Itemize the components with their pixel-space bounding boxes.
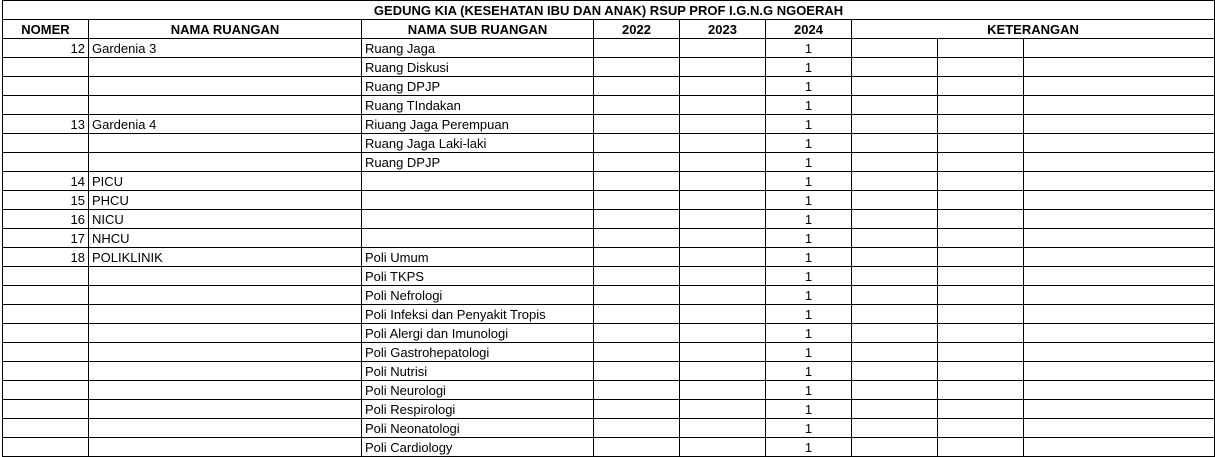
cell-2022[interactable] (594, 400, 680, 419)
cell-nomer[interactable]: 16 (3, 210, 89, 229)
table-row (3, 210, 1215, 229)
cell-nomer[interactable] (3, 343, 89, 362)
cell-keterangan[interactable] (852, 438, 938, 457)
cell-nama-sub-ruangan[interactable]: Poli Cardiology (362, 438, 594, 457)
table-row (3, 286, 1215, 305)
cell-keterangan[interactable] (938, 305, 1024, 324)
cell-keterangan[interactable] (938, 286, 1024, 305)
cell-nama-ruangan[interactable]: POLIKLINIK (89, 248, 362, 267)
cell-nama-sub-ruangan[interactable]: Poli Neurologi (362, 381, 594, 400)
cell-nomer[interactable]: 15 (3, 191, 89, 210)
cell-2024[interactable]: 1 (766, 191, 852, 210)
cell-nomer[interactable] (3, 77, 89, 96)
cell-keterangan[interactable] (938, 267, 1024, 286)
cell-keterangan[interactable] (1024, 229, 1215, 248)
header-nama-sub-ruangan: NAMA SUB RUANGAN (362, 20, 594, 39)
header-2023: 2023 (680, 20, 766, 39)
table-row (3, 229, 1215, 248)
cell-keterangan[interactable] (938, 210, 1024, 229)
table-row (3, 191, 1215, 210)
cell-keterangan[interactable] (852, 58, 938, 77)
cell-keterangan[interactable] (938, 153, 1024, 172)
cell-keterangan[interactable] (1024, 419, 1215, 438)
cell-2024[interactable]: 1 (766, 267, 852, 286)
cell-2024[interactable]: 1 (766, 96, 852, 115)
cell-keterangan[interactable] (852, 96, 938, 115)
cell-2024[interactable]: 1 (766, 362, 852, 381)
cell-2022[interactable] (594, 39, 680, 58)
cell-2024[interactable]: 1 (766, 400, 852, 419)
cell-keterangan[interactable] (852, 400, 938, 419)
cell-nama-ruangan[interactable] (89, 343, 362, 362)
cell-nama-ruangan[interactable] (89, 153, 362, 172)
cell-nama-ruangan[interactable] (89, 400, 362, 419)
cell-2023[interactable] (680, 343, 766, 362)
cell-nomer[interactable] (3, 267, 89, 286)
cell-nomer[interactable] (3, 58, 89, 77)
table-row (3, 267, 1215, 286)
cell-2022[interactable] (594, 343, 680, 362)
cell-keterangan[interactable] (938, 438, 1024, 457)
cell-keterangan[interactable] (938, 172, 1024, 191)
cell-2022[interactable] (594, 267, 680, 286)
cell-2023[interactable] (680, 305, 766, 324)
cell-nama-ruangan[interactable] (89, 286, 362, 305)
cell-keterangan[interactable] (852, 362, 938, 381)
cell-keterangan[interactable] (1024, 324, 1215, 343)
cell-keterangan[interactable] (938, 39, 1024, 58)
cell-2024[interactable]: 1 (766, 286, 852, 305)
cell-keterangan[interactable] (1024, 343, 1215, 362)
header-row (3, 20, 1215, 39)
cell-nama-ruangan[interactable] (89, 419, 362, 438)
cell-keterangan[interactable] (938, 419, 1024, 438)
header-2024: 2024 (766, 20, 852, 39)
cell-nama-sub-ruangan[interactable]: Poli TKPS (362, 267, 594, 286)
cell-2023[interactable] (680, 286, 766, 305)
cell-nama-sub-ruangan[interactable]: Riuang Jaga Perempuan (362, 115, 594, 134)
cell-2022[interactable] (594, 362, 680, 381)
cell-nama-sub-ruangan[interactable]: Ruang Jaga (362, 39, 594, 58)
cell-keterangan[interactable] (1024, 115, 1215, 134)
cell-2024[interactable]: 1 (766, 438, 852, 457)
cell-keterangan[interactable] (938, 248, 1024, 267)
cell-keterangan[interactable] (938, 115, 1024, 134)
cell-nama-ruangan[interactable]: NHCU (89, 229, 362, 248)
sheet-title: GEDUNG KIA (KESEHATAN IBU DAN ANAK) RSUP PROF I.G.N.G NGOERAH (3, 1, 1215, 20)
cell-nomer[interactable] (3, 400, 89, 419)
cell-2024[interactable]: 1 (766, 134, 852, 153)
cell-2024[interactable]: 1 (766, 229, 852, 248)
cell-nomer[interactable]: 18 (3, 248, 89, 267)
cell-keterangan[interactable] (938, 191, 1024, 210)
cell-nama-ruangan[interactable] (89, 438, 362, 457)
cell-2022[interactable] (594, 324, 680, 343)
cell-2024[interactable]: 1 (766, 248, 852, 267)
cell-keterangan[interactable] (852, 419, 938, 438)
cell-nama-ruangan[interactable] (89, 305, 362, 324)
cell-keterangan[interactable] (1024, 191, 1215, 210)
cell-nama-ruangan[interactable] (89, 134, 362, 153)
cell-nama-sub-ruangan[interactable] (362, 229, 594, 248)
cell-2022[interactable] (594, 58, 680, 77)
cell-keterangan[interactable] (938, 229, 1024, 248)
cell-nama-ruangan[interactable] (89, 267, 362, 286)
table-row (3, 39, 1215, 58)
cell-nama-sub-ruangan[interactable]: Ruang DPJP (362, 77, 594, 96)
cell-2022[interactable] (594, 438, 680, 457)
cell-2024[interactable]: 1 (766, 210, 852, 229)
cell-2023[interactable] (680, 362, 766, 381)
cell-keterangan[interactable] (1024, 305, 1215, 324)
cell-nama-sub-ruangan[interactable]: Poli Alergi dan Imunologi (362, 324, 594, 343)
cell-2023[interactable] (680, 77, 766, 96)
cell-2024[interactable]: 1 (766, 172, 852, 191)
cell-nama-sub-ruangan[interactable]: Poli Neonatologi (362, 419, 594, 438)
cell-2022[interactable] (594, 77, 680, 96)
cell-keterangan[interactable] (852, 172, 938, 191)
cell-keterangan[interactable] (852, 39, 938, 58)
cell-keterangan[interactable] (852, 115, 938, 134)
cell-nomer[interactable] (3, 305, 89, 324)
cell-nama-ruangan[interactable] (89, 96, 362, 115)
table-row (3, 96, 1215, 115)
cell-keterangan[interactable] (938, 381, 1024, 400)
cell-2023[interactable] (680, 438, 766, 457)
cell-2022[interactable] (594, 210, 680, 229)
cell-2023[interactable] (680, 172, 766, 191)
cell-keterangan[interactable] (852, 343, 938, 362)
cell-keterangan[interactable] (852, 153, 938, 172)
header-nomer: NOMER (3, 20, 89, 39)
table-row (3, 134, 1215, 153)
cell-2024[interactable]: 1 (766, 115, 852, 134)
cell-2023[interactable] (680, 153, 766, 172)
cell-nomer[interactable]: 13 (3, 115, 89, 134)
cell-2022[interactable] (594, 153, 680, 172)
cell-keterangan[interactable] (1024, 400, 1215, 419)
cell-2024[interactable]: 1 (766, 39, 852, 58)
cell-keterangan[interactable] (852, 134, 938, 153)
cell-nama-ruangan[interactable] (89, 324, 362, 343)
cell-2022[interactable] (594, 134, 680, 153)
cell-nomer[interactable] (3, 438, 89, 457)
cell-nama-sub-ruangan[interactable]: Ruang Jaga Laki-laki (362, 134, 594, 153)
cell-keterangan[interactable] (1024, 134, 1215, 153)
cell-keterangan[interactable] (852, 286, 938, 305)
cell-keterangan[interactable] (852, 210, 938, 229)
cell-keterangan[interactable] (938, 324, 1024, 343)
cell-2023[interactable] (680, 381, 766, 400)
cell-nomer[interactable] (3, 153, 89, 172)
cell-2023[interactable] (680, 96, 766, 115)
cell-keterangan[interactable] (852, 248, 938, 267)
table-row (3, 419, 1215, 438)
cell-nama-ruangan[interactable] (89, 381, 362, 400)
cell-2022[interactable] (594, 419, 680, 438)
cell-2023[interactable] (680, 324, 766, 343)
cell-2023[interactable] (680, 39, 766, 58)
cell-keterangan[interactable] (1024, 381, 1215, 400)
cell-nomer[interactable] (3, 96, 89, 115)
cell-nama-ruangan[interactable] (89, 77, 362, 96)
cell-nama-sub-ruangan[interactable] (362, 172, 594, 191)
cell-nama-sub-ruangan[interactable]: Poli Nutrisi (362, 362, 594, 381)
table-row (3, 115, 1215, 134)
cell-2022[interactable] (594, 191, 680, 210)
cell-2022[interactable] (594, 96, 680, 115)
cell-2024[interactable]: 1 (766, 58, 852, 77)
cell-2023[interactable] (680, 134, 766, 153)
cell-nomer[interactable] (3, 381, 89, 400)
cell-keterangan[interactable] (852, 191, 938, 210)
cell-2024[interactable]: 1 (766, 324, 852, 343)
cell-2023[interactable] (680, 400, 766, 419)
cell-2024[interactable]: 1 (766, 343, 852, 362)
cell-2022[interactable] (594, 229, 680, 248)
cell-nama-ruangan[interactable]: NICU (89, 210, 362, 229)
cell-keterangan[interactable] (938, 58, 1024, 77)
cell-keterangan[interactable] (1024, 267, 1215, 286)
cell-2023[interactable] (680, 58, 766, 77)
cell-2023[interactable] (680, 210, 766, 229)
cell-keterangan[interactable] (938, 96, 1024, 115)
cell-keterangan[interactable] (938, 134, 1024, 153)
cell-nomer[interactable]: 14 (3, 172, 89, 191)
cell-nama-ruangan[interactable] (89, 58, 362, 77)
cell-nama-ruangan[interactable] (89, 362, 362, 381)
cell-nama-sub-ruangan[interactable]: Ruang DPJP (362, 153, 594, 172)
cell-keterangan[interactable] (1024, 210, 1215, 229)
cell-nomer[interactable] (3, 362, 89, 381)
cell-nama-sub-ruangan[interactable]: Poli Respirologi (362, 400, 594, 419)
cell-keterangan[interactable] (1024, 172, 1215, 191)
table-row (3, 324, 1215, 343)
cell-2022[interactable] (594, 248, 680, 267)
cell-keterangan[interactable] (852, 229, 938, 248)
table-row (3, 400, 1215, 419)
cell-keterangan[interactable] (1024, 58, 1215, 77)
cell-keterangan[interactable] (1024, 286, 1215, 305)
table-row (3, 153, 1215, 172)
cell-nama-ruangan[interactable]: Gardenia 4 (89, 115, 362, 134)
cell-nama-sub-ruangan[interactable]: Poli Nefrologi (362, 286, 594, 305)
cell-2023[interactable] (680, 115, 766, 134)
cell-2022[interactable] (594, 305, 680, 324)
cell-keterangan[interactable] (1024, 438, 1215, 457)
cell-keterangan[interactable] (852, 324, 938, 343)
table-row (3, 305, 1215, 324)
cell-2023[interactable] (680, 267, 766, 286)
cell-nomer[interactable] (3, 324, 89, 343)
table-row (3, 362, 1215, 381)
table-row (3, 438, 1215, 457)
cell-keterangan[interactable] (852, 381, 938, 400)
cell-keterangan[interactable] (938, 362, 1024, 381)
table-row (3, 248, 1215, 267)
cell-keterangan[interactable] (852, 267, 938, 286)
cell-2024[interactable]: 1 (766, 77, 852, 96)
cell-2022[interactable] (594, 286, 680, 305)
cell-2023[interactable] (680, 229, 766, 248)
table-row (3, 381, 1215, 400)
cell-2024[interactable]: 1 (766, 381, 852, 400)
cell-2022[interactable] (594, 115, 680, 134)
title-row (3, 1, 1215, 20)
cell-nama-sub-ruangan[interactable] (362, 191, 594, 210)
cell-2024[interactable]: 1 (766, 153, 852, 172)
cell-2022[interactable] (594, 381, 680, 400)
room-inventory-table (2, 0, 1215, 457)
cell-2022[interactable] (594, 172, 680, 191)
cell-nomer[interactable]: 17 (3, 229, 89, 248)
cell-nama-sub-ruangan[interactable]: Poli Umum (362, 248, 594, 267)
cell-keterangan[interactable] (852, 77, 938, 96)
cell-nama-ruangan[interactable]: PICU (89, 172, 362, 191)
cell-keterangan[interactable] (938, 400, 1024, 419)
cell-keterangan[interactable] (852, 305, 938, 324)
cell-nomer[interactable] (3, 134, 89, 153)
cell-nama-sub-ruangan[interactable]: Poli Infeksi dan Penyakit Tropis (362, 305, 594, 324)
cell-2023[interactable] (680, 419, 766, 438)
cell-nomer[interactable]: 12 (3, 39, 89, 58)
table-row (3, 77, 1215, 96)
cell-keterangan[interactable] (938, 343, 1024, 362)
cell-keterangan[interactable] (938, 77, 1024, 96)
cell-nama-sub-ruangan[interactable]: Poli Gastrohepatologi (362, 343, 594, 362)
cell-nama-sub-ruangan[interactable]: Ruang Diskusi (362, 58, 594, 77)
cell-nama-ruangan[interactable]: Gardenia 3 (89, 39, 362, 58)
cell-keterangan[interactable] (1024, 248, 1215, 267)
cell-keterangan[interactable] (1024, 153, 1215, 172)
table-row (3, 343, 1215, 362)
cell-nama-sub-ruangan[interactable] (362, 210, 594, 229)
table-row (3, 58, 1215, 77)
header-nama-ruangan: NAMA RUANGAN (89, 20, 362, 39)
cell-nama-ruangan[interactable]: PHCU (89, 191, 362, 210)
cell-nomer[interactable] (3, 286, 89, 305)
table-body (3, 39, 1215, 457)
table-row (3, 172, 1215, 191)
cell-nama-sub-ruangan[interactable]: Ruang TIndakan (362, 96, 594, 115)
cell-2023[interactable] (680, 248, 766, 267)
header-2022: 2022 (594, 20, 680, 39)
cell-2024[interactable]: 1 (766, 305, 852, 324)
cell-keterangan[interactable] (1024, 96, 1215, 115)
cell-keterangan[interactable] (1024, 362, 1215, 381)
cell-2023[interactable] (680, 191, 766, 210)
header-keterangan: KETERANGAN (852, 20, 1215, 39)
cell-keterangan[interactable] (1024, 39, 1215, 58)
cell-nomer[interactable] (3, 419, 89, 438)
cell-keterangan[interactable] (1024, 77, 1215, 96)
cell-2024[interactable]: 1 (766, 419, 852, 438)
